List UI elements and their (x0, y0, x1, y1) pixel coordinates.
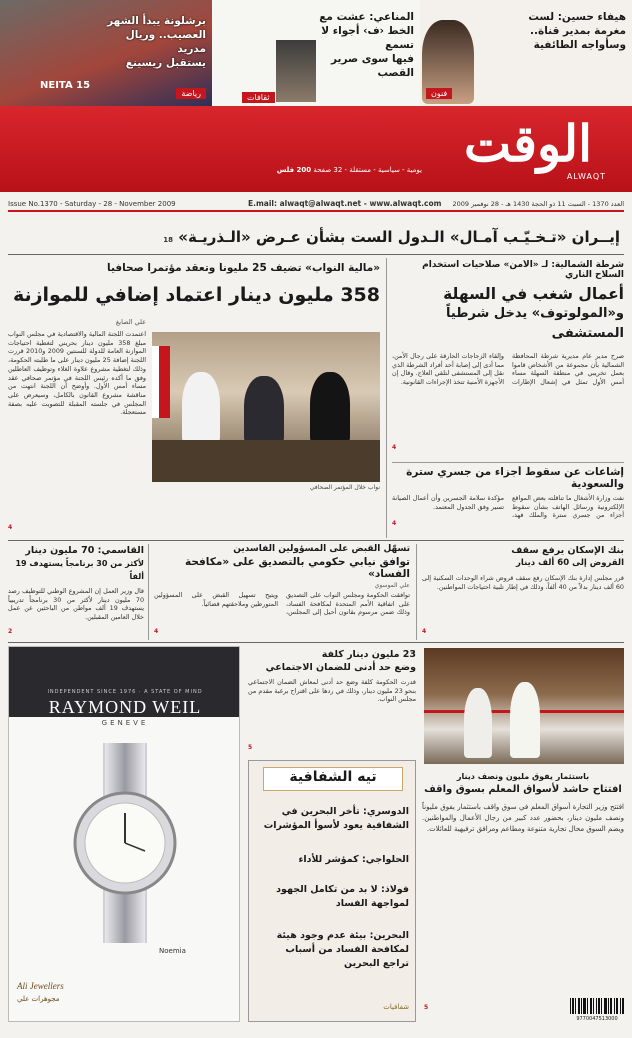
story-market-headline (422, 770, 624, 796)
story-north-kicker: شرطة الشمالية: لـ «الأمن» صلاحيات استخدام السلاح الناري (422, 260, 624, 280)
story-corruption-headline: توافق نيابي حكومي بالتصديق على «مكافحة الفساد» (184, 556, 410, 580)
teaser-left-line3: يستقبل ريسينغ (125, 57, 206, 69)
col-divider-1 (386, 258, 387, 538)
barcode-number: 9770047513000 (576, 1016, 618, 1022)
story-sitra-body: نفت وزارة الأشغال ما تناقلته بعض المواقع الإلكترونية ورسائل الهاتف بشأن سقوط أجزاء من جسري سترة والملك فهد، مؤكدة سلامة الجسرين وأن أعمال الصيانة تسير وفق الجدول المعتمد. (392, 494, 624, 520)
story-north-headline-line1: أعمال شغب في السهلة (443, 285, 624, 303)
teaser-right-badge: فنون (426, 88, 452, 99)
teaser-center-line1: المناعي: عشت مع (319, 11, 414, 23)
person-3 (310, 372, 350, 442)
teaser-right-line3: وسأواجه الطائفية (533, 39, 626, 51)
story-corruption-body: توافقت الحكومة ومجلس النواب على التصديق على اتفاقية الأمم المتحدة لمكافحة الفساد، وذلك ضمن مرسوم بقانون أحيل إلى المجلس، ويتيح تسهيل القبض على المسؤولين المتورطين وملاحقتهم قضائياً. (154, 591, 410, 617)
story-north-headline-line2: و«المولوتوف» يدخل شرطياً المستشفى (446, 306, 624, 341)
watch-illustration (45, 743, 205, 943)
story-welfare-headline (248, 648, 416, 674)
banner-headline-text: إيــران «تـخـيّـب آمـال» الـدول الست بشأن عـرض «الـذريـة» (178, 228, 620, 246)
story-market-jump[interactable]: 5 (424, 1004, 429, 1011)
story-qassimi-headline-line2: لأكثر من 30 برنامجاً يستهدف 19 ألفاً (15, 559, 144, 581)
story-parliament-body: اعتمدت اللجنة المالية والاقتصادية في مجلس النواب مبلغ 358 مليون دينار بحريني لتغطية احتياجات الموازنة العامة للدولة للسنتين 2009 و2010 قررت اللجنة إضافة 25 مليون دينار على ما طلبته الحكومة، وذلك لتغطية مشروع علاوة الغلاء وتوظيف العاطلين وفق ما أكده رئيس اللجنة في مؤتمر صحافي عقد مساء أمس الأول. وأوضح أن اللجنة انتهت من مناقشة مشروع القانون بالكامل، وسيعرض على المجلس في جلسته المقبلة للتصويت عليه بصفة مستعجلة. (8, 330, 146, 417)
story-qassimi-body: قال وزير العمل إن المشروع الوطني للتوظيف رصد 70 مليون دينار لأكثر من 30 برنامجاً تدريبياً يستهدف 19 ألف مواطن من الباحثين عن عمل خلال العامين المقبلين. (8, 587, 144, 622)
watch-model-name: Noemia (159, 947, 186, 955)
contact-email[interactable]: E.mail: alwaqt@alwaqt.net - www.alwaqt.com (248, 199, 442, 208)
story-north-jump[interactable]: 4 (392, 444, 397, 451)
story-housing-body: قرر مجلس إدارة بنك الإسكان رفع سقف قروض شراء الوحدات السكنية إلى 60 ألف دينار بدلاً من 40 ألفاً، وذلك في إطار تلبية احتياجات المواطنين. (422, 574, 624, 591)
official-figure (510, 682, 540, 758)
story-market-headline-line2: افتتاح حاشد لأسواق المعلم بسوق واقف (424, 784, 622, 795)
masthead-pages: - 32 صفحة (313, 166, 348, 174)
person-1 (182, 372, 220, 442)
section-rule-3 (8, 642, 624, 643)
story-market-headline-line1: باستثمار يفوق مليون ونصف دينار (456, 772, 590, 781)
story-parliament-jump[interactable]: 4 (8, 524, 13, 531)
teaser-right[interactable] (420, 0, 632, 108)
transparency-title: تيه الشفافية (289, 769, 377, 785)
story-north[interactable] (392, 260, 624, 460)
section-rule-2 (8, 540, 624, 541)
story-qassimi-headline (8, 544, 144, 583)
story-welfare-headline-line2: وضع حد أدنى للضمان الاجتماعي (265, 662, 416, 673)
dateline (8, 198, 624, 212)
story-welfare[interactable] (248, 648, 416, 754)
col-divider-2 (148, 544, 149, 640)
dealer-logo-ar: مجوهرات علي (17, 995, 60, 1003)
story-welfare-jump[interactable]: 5 (248, 744, 253, 751)
teaser-right-line1: هيفاء حسين: لست (528, 11, 626, 23)
transparency-item-4[interactable]: البحرين: بيئة عدم وجود هيئة لمكافحة الفساد من أسباب تراجع البحرين (276, 930, 409, 969)
arabic-date: العدد 1370 - السبت 11 ذو الحجة 1430 هـ - 28 نوفمبر 2009 (452, 200, 624, 208)
teaser-center-badge: ثقافات (242, 92, 275, 103)
story-corruption-jump[interactable]: 4 (154, 628, 159, 635)
person-2 (244, 376, 284, 442)
table-graphic (152, 440, 380, 482)
rule-sitra (392, 462, 624, 463)
story-housing-headline (422, 544, 624, 570)
banner-headline[interactable] (100, 228, 620, 246)
dealer-logo: Ali Jewellers (17, 981, 64, 991)
market-opening-photo (424, 648, 624, 764)
masthead-descriptor: يومية - سياسية - مستقلة (349, 166, 422, 174)
teaser-center-line2: الخط ‹ف› أجواء لا تسمع (321, 25, 414, 51)
story-north-headline (392, 284, 624, 344)
story-housing-headline-line2: القروض إلى 60 ألف دينار (516, 558, 624, 568)
newspaper-logo[interactable]: الوقت (464, 114, 592, 173)
story-housing-headline-line1: بنك الإسكان يرفع سقف (511, 545, 624, 556)
attendee-figure (464, 688, 492, 758)
watch-ad-city: GENEVE (101, 719, 149, 727)
issue-info: Issue No.1370 - Saturday - 28 - November 2009 (8, 200, 176, 208)
player-jersey: NEITA 15 (40, 80, 91, 91)
teaser-center-line3: فيها سوى صرير القصب (330, 53, 414, 79)
transparency-footer: شفافيات (383, 1003, 409, 1011)
story-welfare-headline-line1: 23 مليون دينار كلفة (321, 649, 416, 660)
story-qassimi-jump[interactable]: 2 (8, 628, 13, 635)
story-qassimi[interactable] (8, 544, 144, 640)
story-housing-jump[interactable]: 4 (422, 628, 427, 635)
teaser-left-line1: برشلونة يبدأ الشهر (107, 15, 206, 27)
story-corruption-kicker: تسهّل القبض على المسؤولين الفاسدين (233, 544, 410, 554)
flag-graphic (152, 346, 170, 418)
watch-ad-brand: RAYMOND WEIL (48, 697, 202, 717)
raymond-weil-ad[interactable] (8, 646, 240, 1022)
masthead-price: 200 فلس (276, 166, 312, 174)
story-parliament-byline: علي الصايغ (115, 318, 146, 326)
banner-page-ref: 18 (163, 236, 174, 244)
teaser-right-line2: مغرمة بمدير قناة.. (530, 25, 626, 37)
story-corruption-byline: علي الموسوي (374, 582, 410, 589)
col-divider-3 (416, 544, 417, 640)
story-sitra-headline: إشاعات عن سقوط أجزاء من جسري سترة والسعودية (406, 466, 624, 490)
transparency-item-1[interactable]: الدوسري: تأخر البحرين في الشفافية يعود لأسوأ المؤشرات (263, 806, 409, 831)
story-parliament-headline: 358 مليون دينار اعتماد إضافي للموازنة (12, 284, 380, 306)
teaser-left-badge: رياضة (176, 88, 206, 99)
story-welfare-body: قدرت الحكومة كلفة وضع حد أدنى لمعاش الضمان الاجتماعي بنحو 23 مليون دينار، وذلك في ردها على اقتراح برغبة مقدم من مجلس النواب. (248, 678, 416, 704)
story-north-body: صرح مدير عام مديرية شرطة المحافظة الشمالية بأن مجموعة من الأشخاص قاموا بعمل تخريبي في منطقة السهلة مساء أمس الأول تمثل في إشعال الإطارات وإلقاء الزجاجات الحارقة على رجال الأمن، مما أدى إلى إصابة أحد أفراد الشرطة الذي نقل إلى المستشفى لتلقي العلاج. وقال إن الأجهزة الأمنية تتخذ الإجراءات القانونية. (392, 352, 624, 387)
transparency-item-3[interactable]: فولاذ: لا بد من تكامل الجهود لمواجهة الفساد (276, 884, 409, 909)
photo-caption: نواب خلال المؤتمر الصحافي (309, 484, 380, 491)
newspaper-logo-latin: ALWAQT (566, 172, 606, 181)
story-housing[interactable] (422, 544, 624, 640)
teaser-center[interactable] (212, 0, 420, 108)
watch-ad-kicker: INDEPENDENT SINCE 1976 · A STATE OF MIND (47, 689, 203, 695)
teaser-left[interactable] (0, 0, 212, 108)
story-market-body: افتتح وزير التجارة أسواق المعلم في سوق واقف باستثمار يفوق مليوناً ونصف مليون دينار، بحضور عدد كبير من رجال الأعمال والمواطنين. ويضم السوق محال تجارية متنوعة ومطاعم ومرافق ترفيهية للعائلات. (422, 803, 624, 833)
story-sitra[interactable] (392, 466, 624, 526)
masthead (0, 106, 632, 192)
transparency-item-2[interactable]: الحلواجي: كمؤشر للأداء (298, 854, 409, 865)
story-qassimi-headline-line1: القاسمي: 70 مليون دينار (25, 545, 144, 556)
story-market[interactable] (248, 770, 624, 1018)
story-corruption[interactable] (154, 544, 410, 640)
story-sitra-jump[interactable]: 4 (392, 520, 397, 527)
banner-rule (8, 254, 624, 255)
story-parliament-kicker: «مالية النواب» تضيف 25 مليوناً وتعقد مؤتمراً صحافياً (107, 262, 380, 274)
teaser-left-line2: العصيب.. وريال مدريد (125, 29, 206, 55)
press-conference-photo (152, 332, 380, 482)
